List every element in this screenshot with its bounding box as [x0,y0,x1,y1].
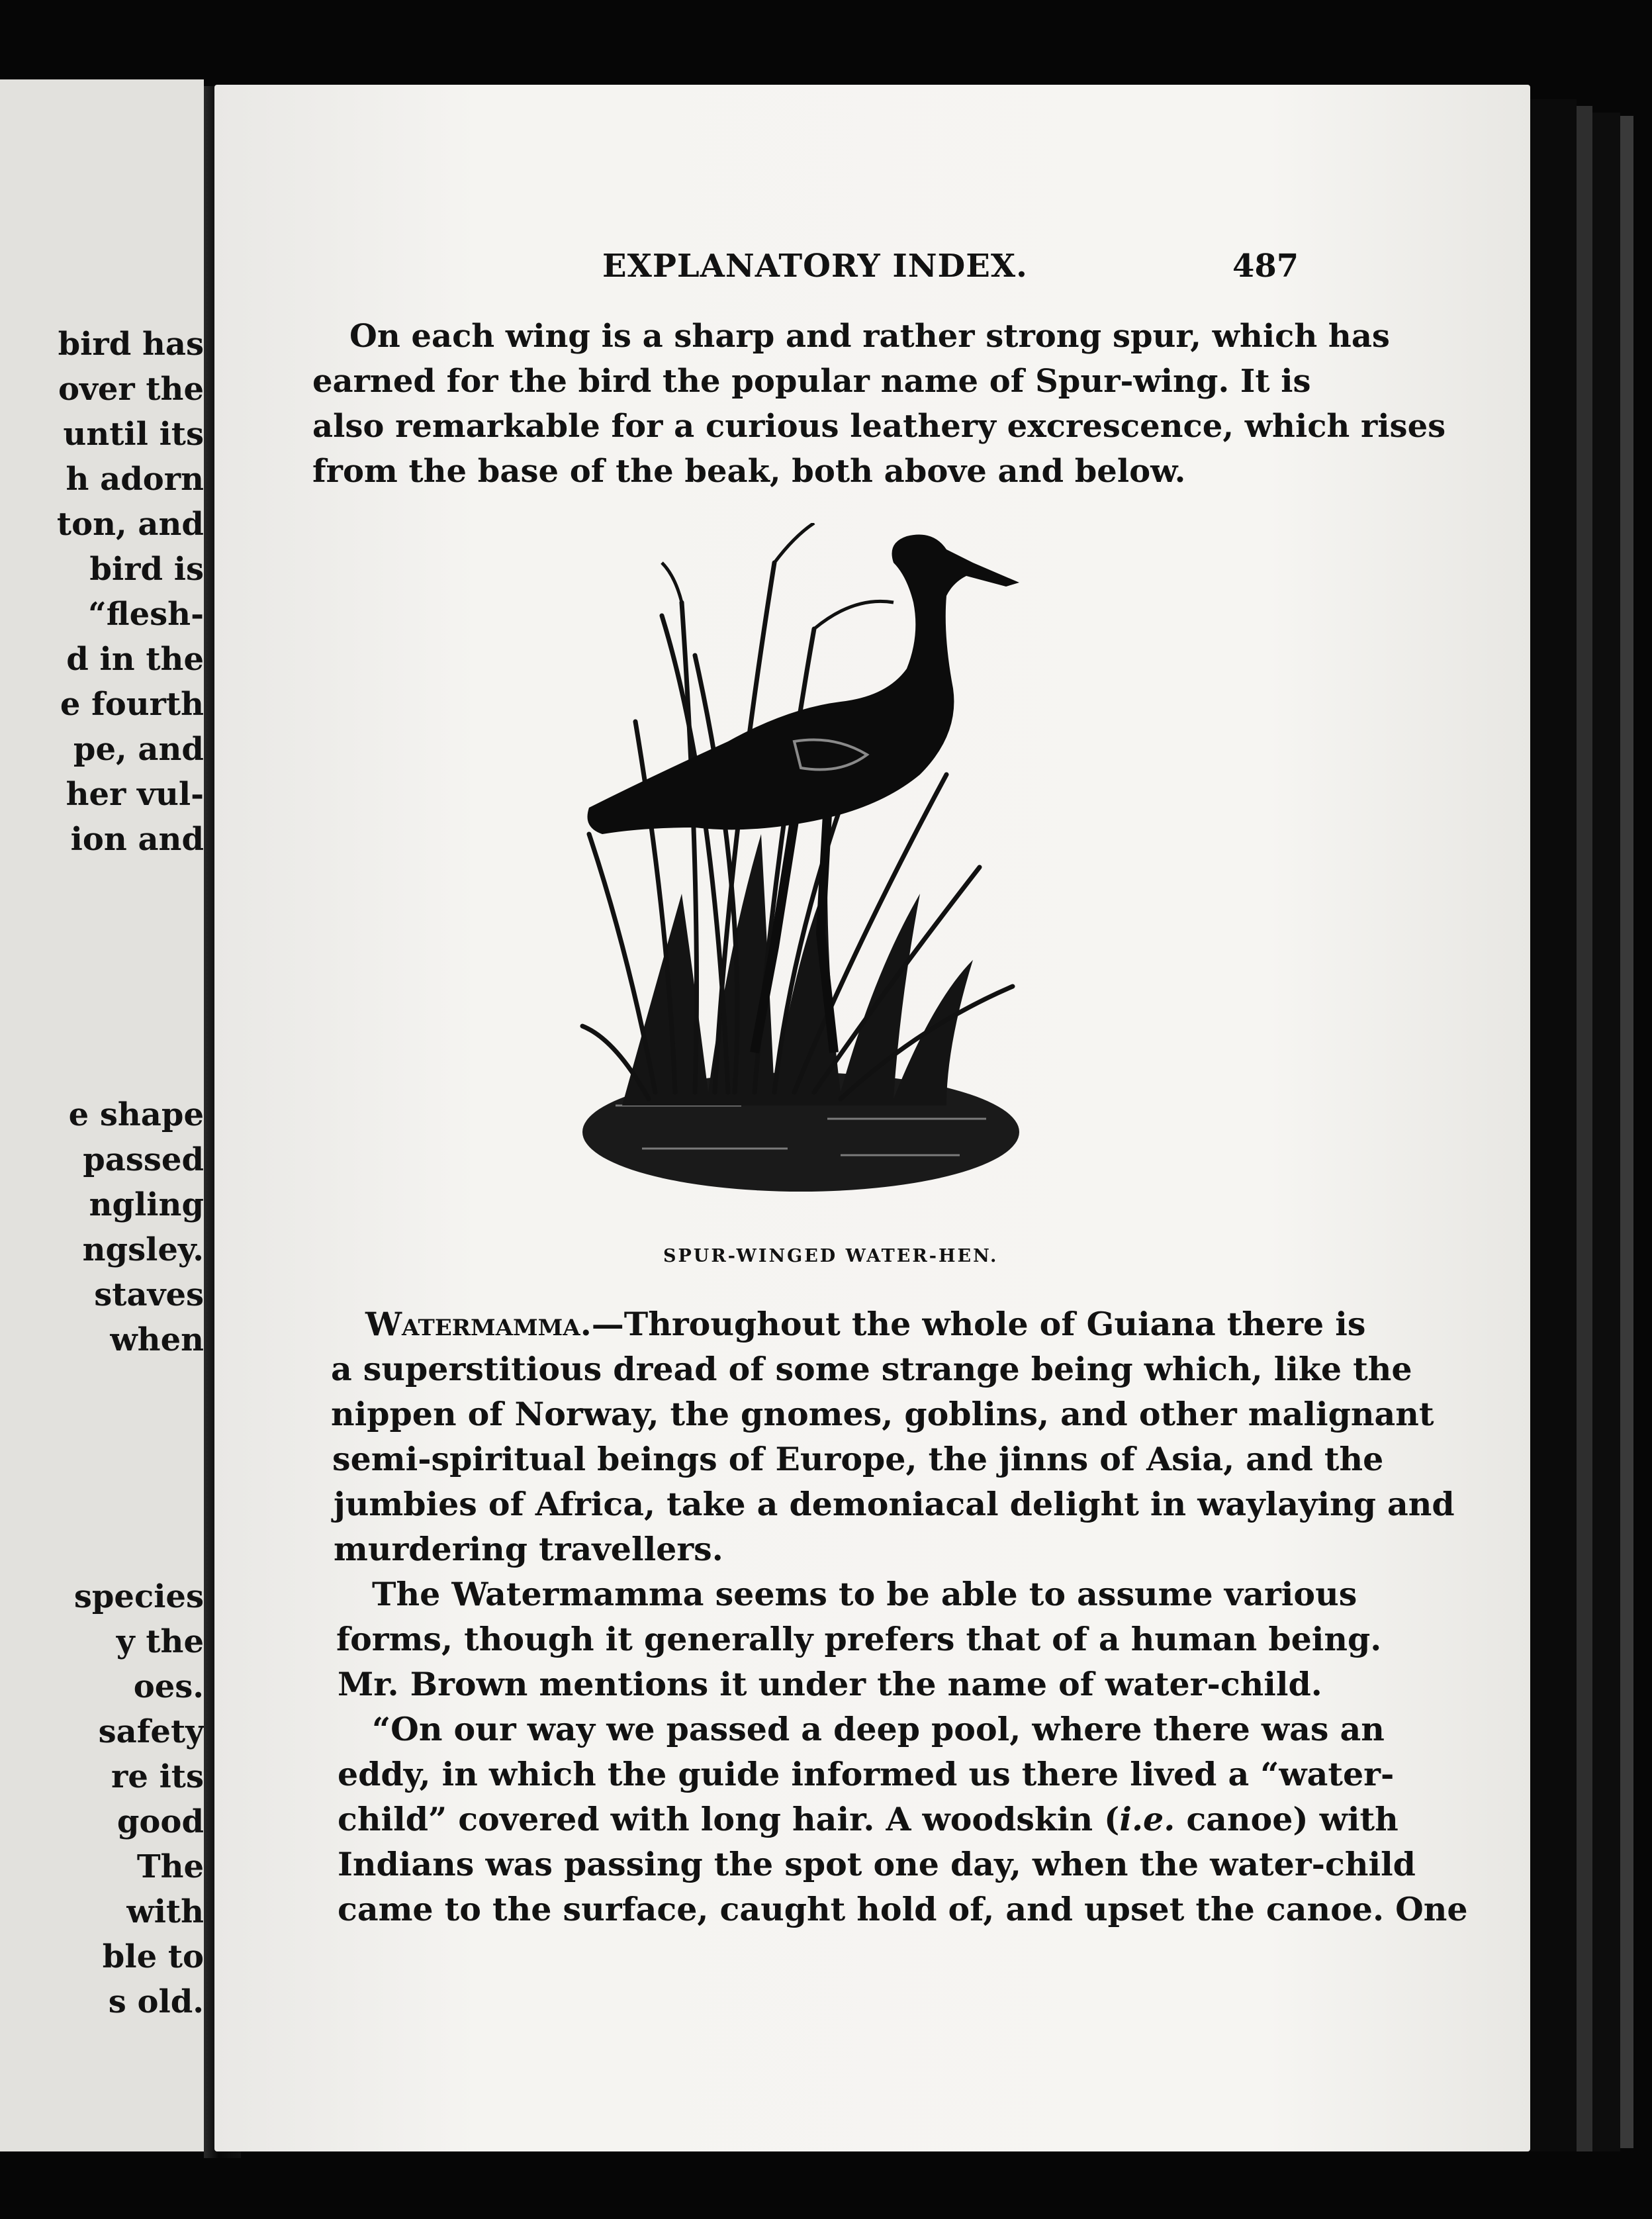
left-page-fragment: over the [58,371,204,408]
page-edge [1530,99,1577,2151]
left-page-fragment: species [73,1578,204,1615]
left-page-fragment: bird has [58,326,204,363]
left-page-fragment: with [126,1893,204,1930]
intro-line: also remarkable for a curious leathery excrescence, which rises [312,408,1446,445]
watermamma-para3-line [338,1800,1399,1838]
running-head: EXPLANATORY INDEX. [602,248,1028,285]
left-page-fragment: ble to [102,1938,204,1975]
left-page-fragment: re its [111,1758,204,1795]
left-page-fragment: oes. [133,1668,204,1705]
intro-line: On each wing is a sharp and rather strong spur, which has [349,318,1390,355]
left-page-fragment: passed [83,1141,204,1178]
intro-line: from the base of the beak, both above and below. [312,453,1186,490]
water-hen-illustration [576,523,1052,1225]
left-page-fragment: bird is [89,551,204,588]
watermamma-para2-line: Mr. Brown mentions it under the name of water-child. [338,1665,1322,1703]
watermamma-heading: Watermamma. [365,1305,592,1343]
left-page-fragment: ngsley. [82,1231,204,1268]
left-page-fragment: safety [98,1713,204,1750]
left-page-fragment: d in the [66,641,204,678]
left-page-fragment: y the [116,1623,204,1660]
left-facing-page [0,79,204,2151]
page-edge [1592,113,1620,2151]
page-edge [1577,106,1592,2151]
left-page-fragment: s old. [108,1983,204,2020]
watermamma-para3-line: came to the surface, caught hold of, and upset the canoe. One [338,1890,1468,1928]
left-page-fragment: her vul- [66,776,204,813]
watermamma-para3-line: Indians was passing the spot one day, when the water-child [338,1845,1416,1883]
left-page-fragment: ngling [89,1186,204,1223]
page-number: 487 [1232,248,1299,285]
figure-caption: SPUR-WINGED WATER-HEN. [663,1246,999,1266]
left-page-fragment: ion and [70,821,204,858]
left-page-fragment: good [116,1803,204,1840]
left-page-fragment: h adorn [66,461,204,498]
watermamma-line: a superstitious dread of some strange being which, like the [331,1350,1412,1388]
left-page-fragment: e shape [68,1096,204,1133]
watermamma-para3-line: eddy, in which the guide informed us there lived a “water- [338,1755,1395,1793]
page-edge [1620,116,1633,2148]
left-page-fragment: e fourth [60,686,204,723]
watermamma-line: nippen of Norway, the gnomes, goblins, and other malignant [331,1395,1434,1433]
watermamma-line: jumbies of Africa, take a demoniacal delight in waylaying and [334,1485,1455,1523]
watermamma-para2-line: forms, though it generally prefers that of a human being. [336,1620,1382,1658]
left-page-fragment: The [136,1848,204,1885]
left-page-fragment: staves [94,1276,204,1313]
watermamma-para2-line: The Watermamma seems to be able to assume various [372,1575,1357,1613]
intro-line: earned for the bird the popular name of Spur-wing. It is [312,363,1311,400]
left-page-fragment: ton, and [56,506,204,543]
watermamma-para3-line: “On our way we passed a deep pool, where there was an [372,1710,1385,1748]
left-page-fragment: “flesh- [88,596,204,633]
watermamma-first-line [365,1305,1366,1343]
left-page-fragment: when [110,1321,204,1358]
watermamma-line: murdering travellers. [334,1530,723,1568]
watermamma-line-rest: —Throughout the whole of Guiana there is [591,1305,1366,1343]
text-run: canoe) with [1175,1800,1399,1838]
watermamma-line: semi-spiritual beings of Europe, the jinns of Asia, and the [332,1440,1384,1478]
left-page-fragment: pe, and [73,731,204,768]
italic-abbrev: i.e. [1119,1800,1175,1838]
text-run: child” covered with long hair. A woodskin ( [338,1800,1120,1838]
left-page-fragment: until its [63,416,204,453]
